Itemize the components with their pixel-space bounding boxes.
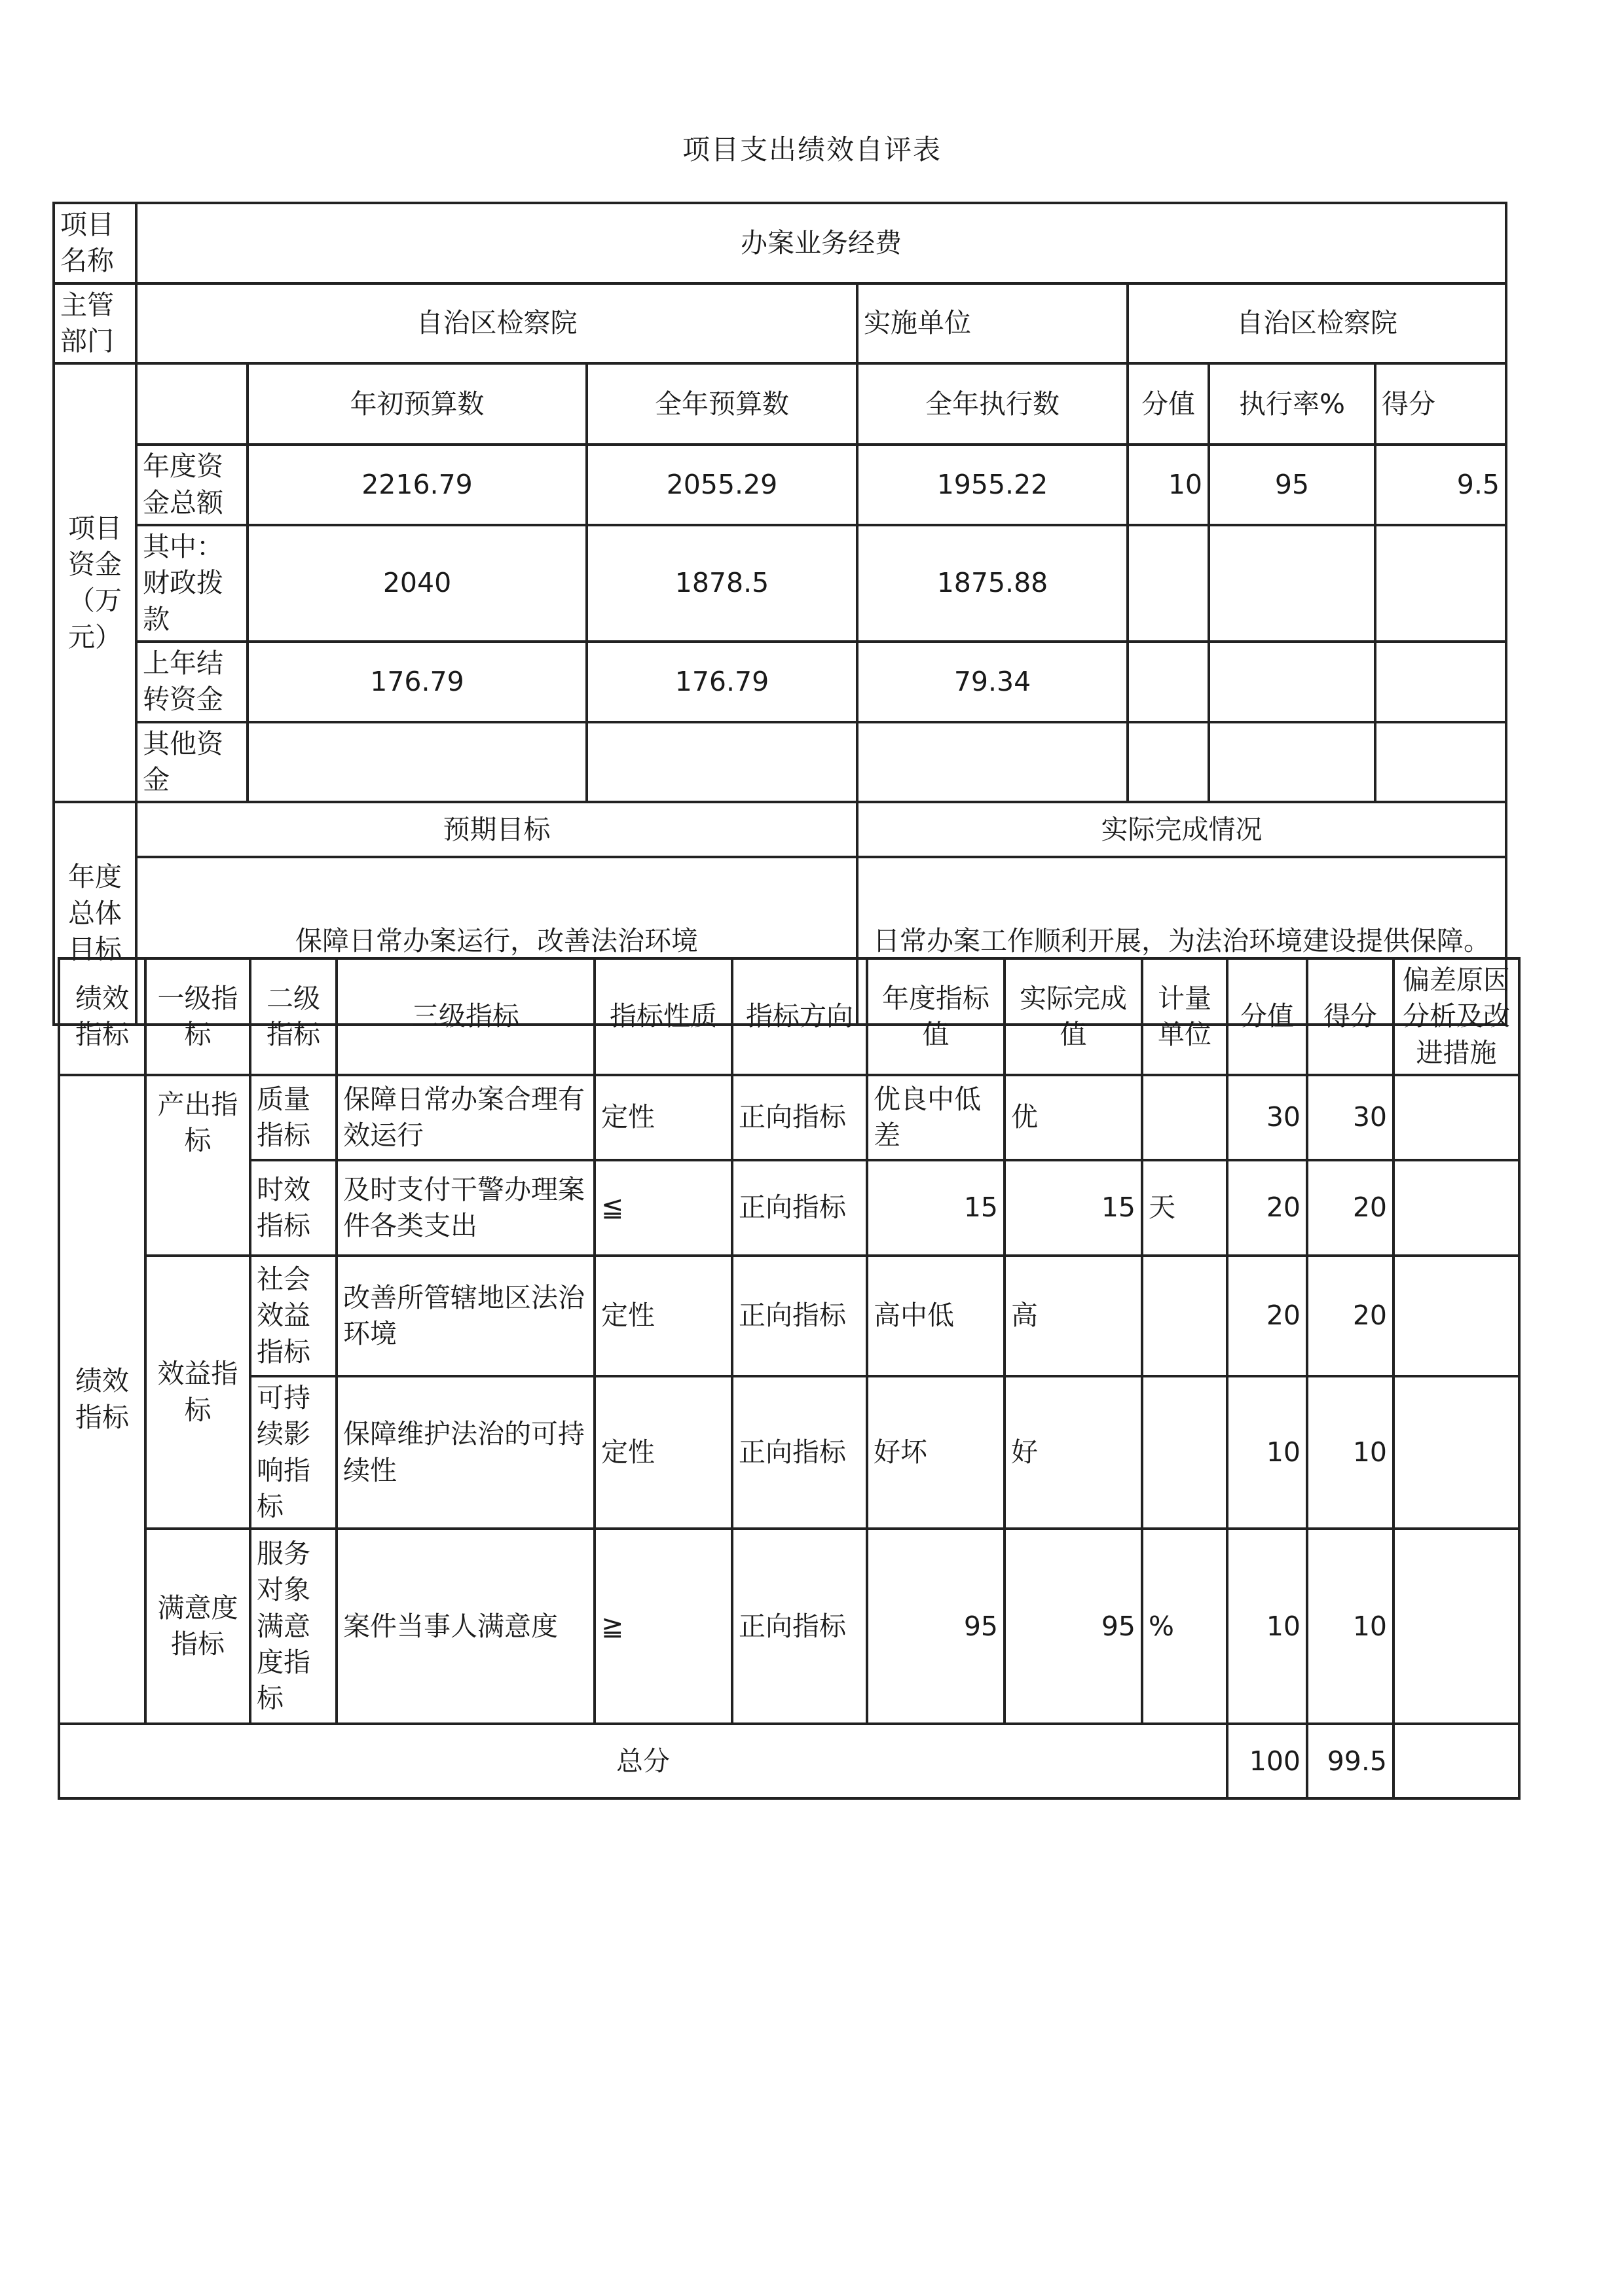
indicator-actual: 好 — [1005, 1376, 1142, 1529]
indicator-target: 好坏 — [867, 1376, 1005, 1529]
indicator-level3: 及时支付干警办理案件各类支出 — [337, 1160, 595, 1256]
indicator-unit — [1142, 1075, 1227, 1160]
funds-cell-initial: 2040 — [248, 525, 587, 642]
funds-header-executed: 全年执行数 — [857, 363, 1128, 445]
indicator-level3: 保障日常办案合理有效运行 — [337, 1075, 595, 1160]
funds-header-rate: 执行率% — [1209, 363, 1375, 445]
indicator-deviation — [1393, 1075, 1519, 1160]
indicator-nature: 定性 — [595, 1376, 732, 1529]
indicator-direction: 正向指标 — [732, 1075, 867, 1160]
actual-result-text: 日常办案工作顺利开展，为法治环境建设提供保障。 — [857, 857, 1506, 1025]
funds-cell-score — [1375, 642, 1506, 722]
total-score: 99.5 — [1307, 1724, 1393, 1798]
funds-cell-initial: 2216.79 — [248, 445, 587, 525]
indicator-direction: 正向指标 — [732, 1256, 867, 1376]
funds-row-label: 其中：财政拨款 — [136, 525, 248, 642]
indicator-score-value: 10 — [1227, 1529, 1307, 1724]
indicator-unit: % — [1142, 1529, 1227, 1724]
indicator-level3: 案件当事人满意度 — [337, 1529, 595, 1724]
indicators-header-label: 绩效指标 — [59, 958, 145, 1075]
funds-row-label: 上年结转资金 — [136, 642, 248, 722]
indicator-unit: 天 — [1142, 1160, 1227, 1256]
funds-header-score: 得分 — [1375, 363, 1506, 445]
indicator-nature: ≧ — [595, 1529, 732, 1724]
funds-cell-executed: 1955.22 — [857, 445, 1128, 525]
funds-header-blank — [136, 363, 248, 445]
indicator-unit — [1142, 1256, 1227, 1376]
funds-section-label: 项目资金（万元） — [54, 363, 136, 802]
indicator-unit — [1142, 1376, 1227, 1529]
indicator-score: 30 — [1307, 1075, 1393, 1160]
project-name-label: 项目名称 — [54, 203, 136, 283]
indicator-actual: 95 — [1005, 1529, 1142, 1724]
indicator-direction: 正向指标 — [732, 1529, 867, 1724]
header-nature: 指标性质 — [595, 958, 732, 1075]
indicator-deviation — [1393, 1376, 1519, 1529]
funds-header-score-value: 分值 — [1128, 363, 1209, 445]
total-label: 总分 — [59, 1724, 1227, 1798]
implementing-unit-value: 自治区检察院 — [1128, 283, 1506, 364]
funds-row-label: 年度资金总额 — [136, 445, 248, 525]
indicator-score-value: 10 — [1227, 1376, 1307, 1529]
project-info-table — [52, 202, 1507, 1026]
funds-cell-rate — [1209, 525, 1375, 642]
indicator-target: 15 — [867, 1160, 1005, 1256]
total-deviation — [1393, 1724, 1519, 1798]
indicator-score-value: 30 — [1227, 1075, 1307, 1160]
funds-cell-executed: 1875.88 — [857, 525, 1128, 642]
indicator-score-value: 20 — [1227, 1160, 1307, 1256]
header-score: 得分 — [1307, 958, 1393, 1075]
expected-goal-header: 预期目标 — [136, 802, 857, 857]
indicator-actual: 高 — [1005, 1256, 1142, 1376]
group-benefit: 效益指标 — [145, 1256, 250, 1529]
indicator-score: 10 — [1307, 1529, 1393, 1724]
implementing-unit-label: 实施单位 — [857, 283, 1128, 364]
funds-cell-annual: 176.79 — [587, 642, 857, 722]
indicator-score-value: 20 — [1227, 1256, 1307, 1376]
funds-cell-executed — [857, 722, 1128, 803]
indicator-level3: 保障维护法治的可持续性 — [337, 1376, 595, 1529]
indicator-level2: 可持续影响指标 — [250, 1376, 337, 1529]
indicator-level2: 时效指标 — [250, 1160, 337, 1256]
funds-row-label: 其他资金 — [136, 722, 248, 803]
total-score-value: 100 — [1227, 1724, 1307, 1798]
indicator-target: 高中低 — [867, 1256, 1005, 1376]
indicator-level2: 服务对象满意度指标 — [250, 1529, 337, 1724]
indicator-score: 20 — [1307, 1160, 1393, 1256]
expected-goal-text: 保障日常办案运行，改善法治环境 — [136, 857, 857, 1025]
indicators-table — [58, 957, 1521, 1800]
header-score-value: 分值 — [1227, 958, 1307, 1075]
indicator-actual: 15 — [1005, 1160, 1142, 1256]
funds-cell-executed: 79.34 — [857, 642, 1128, 722]
indicator-deviation — [1393, 1160, 1519, 1256]
indicator-nature: ≦ — [595, 1160, 732, 1256]
funds-header-annual: 全年预算数 — [587, 363, 857, 445]
indicator-target: 95 — [867, 1529, 1005, 1724]
funds-cell-score-value — [1128, 722, 1209, 803]
header-direction: 指标方向 — [732, 958, 867, 1075]
group-output: 产出指标 — [145, 1075, 250, 1256]
actual-result-header: 实际完成情况 — [857, 802, 1506, 857]
funds-cell-rate: 95 — [1209, 445, 1375, 525]
indicator-level2: 质量指标 — [250, 1075, 337, 1160]
goals-section-label: 年度总体目标 — [54, 802, 136, 1025]
header-level3: 三级指标 — [337, 958, 595, 1075]
funds-cell-score — [1375, 722, 1506, 803]
indicator-target: 优良中低差 — [867, 1075, 1005, 1160]
indicator-score: 20 — [1307, 1256, 1393, 1376]
indicator-nature: 定性 — [595, 1256, 732, 1376]
header-unit: 计量单位 — [1142, 958, 1227, 1075]
funds-cell-annual: 1878.5 — [587, 525, 857, 642]
page-title: 项目支出绩效自评表 — [682, 134, 942, 166]
header-actual: 实际完成值 — [1005, 958, 1142, 1075]
indicator-deviation — [1393, 1529, 1519, 1724]
funds-cell-annual — [587, 722, 857, 803]
funds-cell-score-value — [1128, 642, 1209, 722]
department-value: 自治区检察院 — [136, 283, 857, 364]
indicators-section-label: 绩效指标 — [59, 1075, 145, 1724]
header-deviation: 偏差原因分析及改进措施 — [1393, 958, 1519, 1075]
indicator-direction: 正向指标 — [732, 1376, 867, 1529]
funds-cell-score — [1375, 525, 1506, 642]
header-target: 年度指标值 — [867, 958, 1005, 1075]
funds-cell-score-value — [1128, 525, 1209, 642]
indicator-level2: 社会效益指标 — [250, 1256, 337, 1376]
indicator-actual: 优 — [1005, 1075, 1142, 1160]
group-satisfaction: 满意度指标 — [145, 1529, 250, 1724]
funds-cell-rate — [1209, 722, 1375, 803]
indicator-deviation — [1393, 1256, 1519, 1376]
indicator-nature: 定性 — [595, 1075, 732, 1160]
header-level1: 一级指标 — [145, 958, 250, 1075]
indicator-direction: 正向指标 — [732, 1160, 867, 1256]
funds-cell-initial — [248, 722, 587, 803]
header-level2: 二级指标 — [250, 958, 337, 1075]
funds-cell-score: 9.5 — [1375, 445, 1506, 525]
funds-header-initial: 年初预算数 — [248, 363, 587, 445]
funds-cell-score-value: 10 — [1128, 445, 1209, 525]
department-label: 主管部门 — [54, 283, 136, 364]
funds-cell-initial: 176.79 — [248, 642, 587, 722]
indicator-level3: 改善所管辖地区法治环境 — [337, 1256, 595, 1376]
funds-cell-rate — [1209, 642, 1375, 722]
indicator-score: 10 — [1307, 1376, 1393, 1529]
funds-cell-annual: 2055.29 — [587, 445, 857, 525]
project-name-value: 办案业务经费 — [136, 203, 1506, 283]
